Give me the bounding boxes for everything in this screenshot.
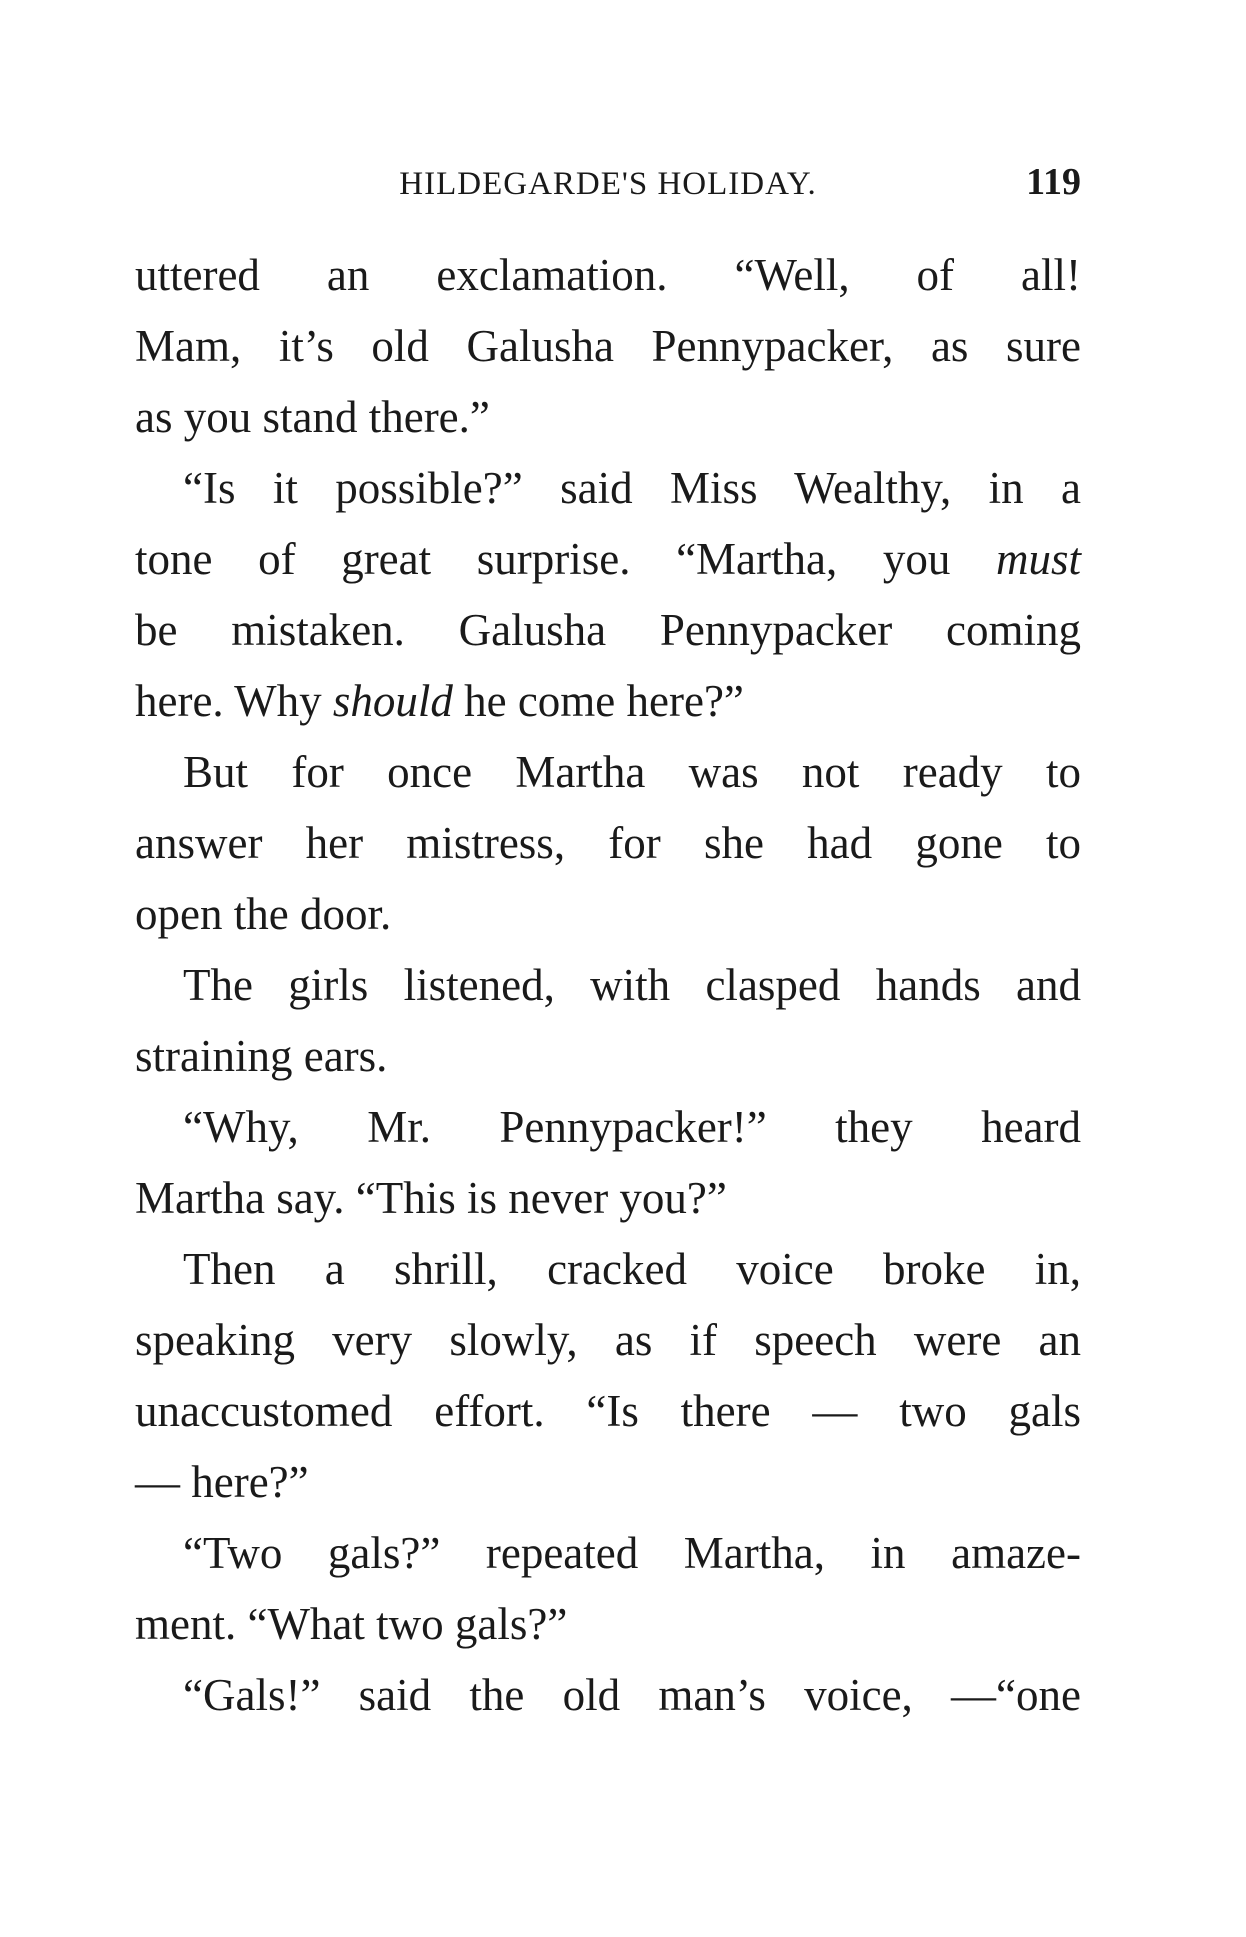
text-line: — here?”: [135, 1457, 309, 1507]
text-line: answer her mistress, for she had gone to: [135, 818, 1081, 868]
text-line: unaccustomed effort. “Is there — two gals: [135, 1386, 1081, 1436]
text-line: open the door.: [135, 889, 392, 939]
text-line: “Gals!” said the old man’s voice, —“one: [183, 1670, 1081, 1720]
text-line: “Two gals?” repeated Martha, in amaze-: [183, 1528, 1081, 1578]
text-line: Martha say. “This is never you?”: [135, 1173, 727, 1223]
text-line: tone of great surprise. “Martha, you must: [135, 534, 1081, 584]
text-line: as you stand there.”: [135, 392, 490, 442]
text-line: speaking very slowly, as if speech were an: [135, 1315, 1081, 1365]
text-line: straining ears.: [135, 1031, 388, 1081]
body-text: [135, 240, 1081, 1731]
text-line: Mam, it’s old Galusha Pennypacker, as sure: [135, 321, 1081, 371]
text-line: But for once Martha was not ready to: [183, 747, 1081, 797]
text-line: “Is it possible?” said Miss Wealthy, in a: [183, 463, 1081, 513]
running-title: HILDEGARDE'S HOLIDAY.: [399, 166, 817, 202]
text-line: ment. “What two gals?”: [135, 1599, 568, 1649]
text-line: be mistaken. Galusha Pennypacker coming: [135, 605, 1081, 655]
page-number: 119: [1026, 161, 1081, 203]
running-head: [135, 160, 1081, 210]
text-line: uttered an exclamation. “Well, of all!: [135, 250, 1081, 300]
text-line: here. Why should he come here?”: [135, 676, 744, 726]
text-line: Then a shrill, cracked voice broke in,: [183, 1244, 1081, 1294]
text-line: “Why, Mr. Pennypacker!” they heard: [183, 1102, 1081, 1152]
text-line: The girls listened, with clasped hands and: [183, 960, 1081, 1010]
